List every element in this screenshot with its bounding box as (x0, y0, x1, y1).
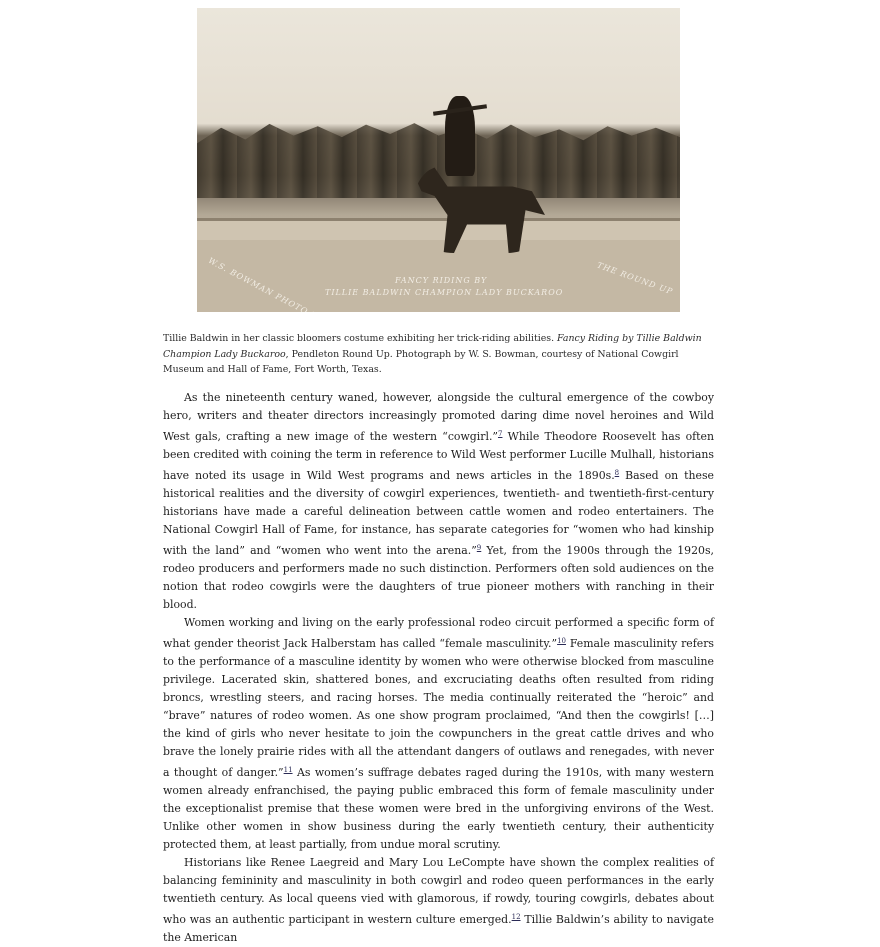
paragraph-1-text: Yet, from the 1900s through the 1920s, rodeo producers and performers made no such distinction. Performers often sold audiences on the notion that rodeo cowgirls were the daughters of true pioneer mothers with ranching in their blood. (163, 544, 714, 611)
paragraph-2-text: As women’s suffrage debates raged during the 1910s, with many western women already enfranchised, the paying public embraced this form of female masculinity under the exceptionalist premise that these women were bred in the unforgiving environs of the West. Unlike other women in show business during the early twentieth century, their authenticity protected them, at least partially, from undue moral scrutiny. (163, 766, 714, 851)
footnote-link-12[interactable]: 12 (511, 913, 521, 921)
body-text (163, 389, 714, 947)
caption-text-1: Tillie Baldwin in her classic bloomers costume exhibiting her trick-riding abilities. (163, 333, 558, 344)
footnote-link-9[interactable]: 9 (476, 544, 482, 552)
paragraph-3-text: Historians like Renee Laegreid and Mary Lou LeCompte have shown the complex realities of balancing femininity and masculinity in both cowgirl and rodeo queen performances in the early twentieth century. As local queens vied with glamorous, if rowdy, touring cowgirls, debates about who was an authentic participant in western culture emerged. (163, 856, 714, 926)
footnote-link-11[interactable]: 11 (283, 766, 293, 774)
paragraph-1 (163, 389, 714, 614)
photo-inscription-title-2: TILLIE BALDWIN CHAMPION LADY BUCKAROO (325, 288, 564, 297)
photo-inscription-title-1: FANCY RIDING BY (395, 276, 488, 285)
footnote-link-8[interactable]: 8 (614, 469, 620, 477)
paragraph-1-text: As the nineteenth century waned, however, alongside the cultural emergence of the cowboy hero, writers and theater directors increasingly promoted daring dime novel heroines and Wild West gals, crafting a new image of the western “cowgirl.” (163, 391, 714, 443)
paragraph-1-text: Based on these historical realities and the diversity of cowgirl experiences, twentieth- and twentieth-first-century historians have made a careful delineation between cattle women and rodeo entertainers. The National Cowgirl Hall of Fame, for instance, has separate categories for “women who had kinship with the land” and “women who went into the arena.” (163, 469, 715, 557)
paragraph-1-text: While Theodore Roosevelt has often been credited with coining the term in reference to Wild West performer Lucille Mulhall, historians have noted its usage in Wild West programs and news articles in the 1890s. (163, 430, 714, 482)
paragraph-2 (163, 614, 714, 854)
caption-photo-title: Fancy Riding by Tillie Baldwin Champion Lady Buckaroo (163, 333, 702, 360)
footnote-link-7[interactable]: 7 (497, 430, 503, 438)
paragraph-3 (163, 854, 714, 947)
paragraph-2-text: Female masculinity refers to the performance of a masculine identity by women who were otherwise blocked from masculine privilege. Lacerated skin, shattered bones, and excruciating deaths often resulted from riding broncs, wrestling steers, and racing horses. The media continually reiterated the “heroic” and “brave” natures of rodeo women. As one show program proclaimed, “And then the cowgirls! […] the kind of girls who never hesitate to join the cowpunchers in the great cattle drives and who brave the lonely prairie rides with all the attendant dangers of outlaws and renegades, with never a thought of danger.” (163, 637, 714, 779)
caption-text-2: , Pendleton Round Up. Photograph by W. S. Bowman, courtesy of National Cowgirl Museum and Hall of Fame, Fort Worth, Texas. (163, 348, 679, 375)
footnote-link-10[interactable]: 10 (557, 637, 567, 645)
paragraph-2-text: Women working and living on the early professional rodeo circuit performed a specific form of what gender theorist Jack Halberstam has called “female masculinity.” (163, 616, 714, 650)
figure-caption (163, 331, 719, 378)
figure-photo-tillie-baldwin (197, 8, 680, 312)
paragraph-3-text: Tillie Baldwin’s ability to navigate the American (163, 913, 714, 944)
photo-inscription-event: THE ROUND UP (595, 260, 675, 297)
